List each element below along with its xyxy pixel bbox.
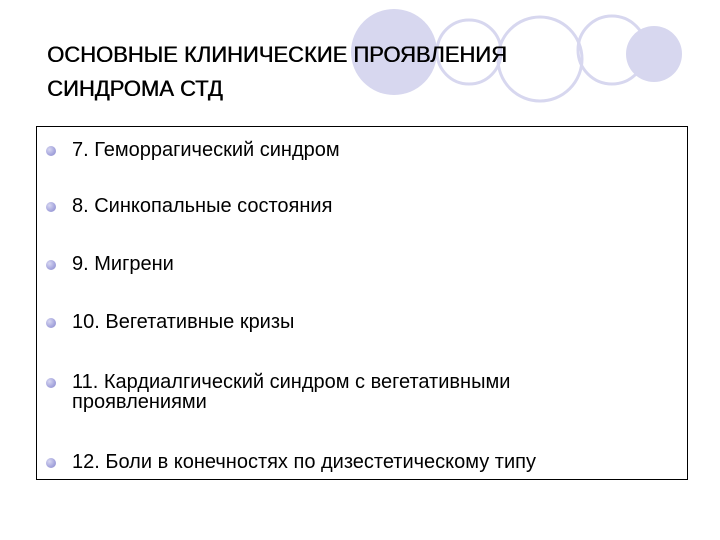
decor-circle-filled-2 xyxy=(626,26,682,82)
slide-title-line1: ОСНОВНЫЕ КЛИНИЧЕСКИЕ ПРОЯВЛЕНИЯ xyxy=(47,42,507,67)
list-item-label: 9. Мигрени xyxy=(72,253,174,275)
list-item-label: 10. Вегетативные кризы xyxy=(72,311,295,333)
list-item-label: 12. Боли в конечностях по дизестетическому типу xyxy=(72,451,536,473)
bullet-icon xyxy=(46,318,56,328)
bullet-icon xyxy=(46,378,56,388)
list-item-label: 8. Синкопальные состояния xyxy=(72,195,333,217)
bullet-icon xyxy=(46,146,56,156)
slide-title-line2: СИНДРОМА СТД xyxy=(47,76,223,101)
bullet-icon xyxy=(46,458,56,468)
content-box xyxy=(36,126,688,480)
list-item-label-line2: проявлениями xyxy=(72,391,207,413)
list-item-label-line1: 11. Кардиалгический синдром с вегетативными xyxy=(72,371,511,393)
bullet-icon xyxy=(46,260,56,270)
slide-title xyxy=(47,38,607,106)
bullet-icon xyxy=(46,202,56,212)
list-item-label xyxy=(72,372,652,412)
list-item-label: 7. Геморрагический синдром xyxy=(72,139,340,161)
